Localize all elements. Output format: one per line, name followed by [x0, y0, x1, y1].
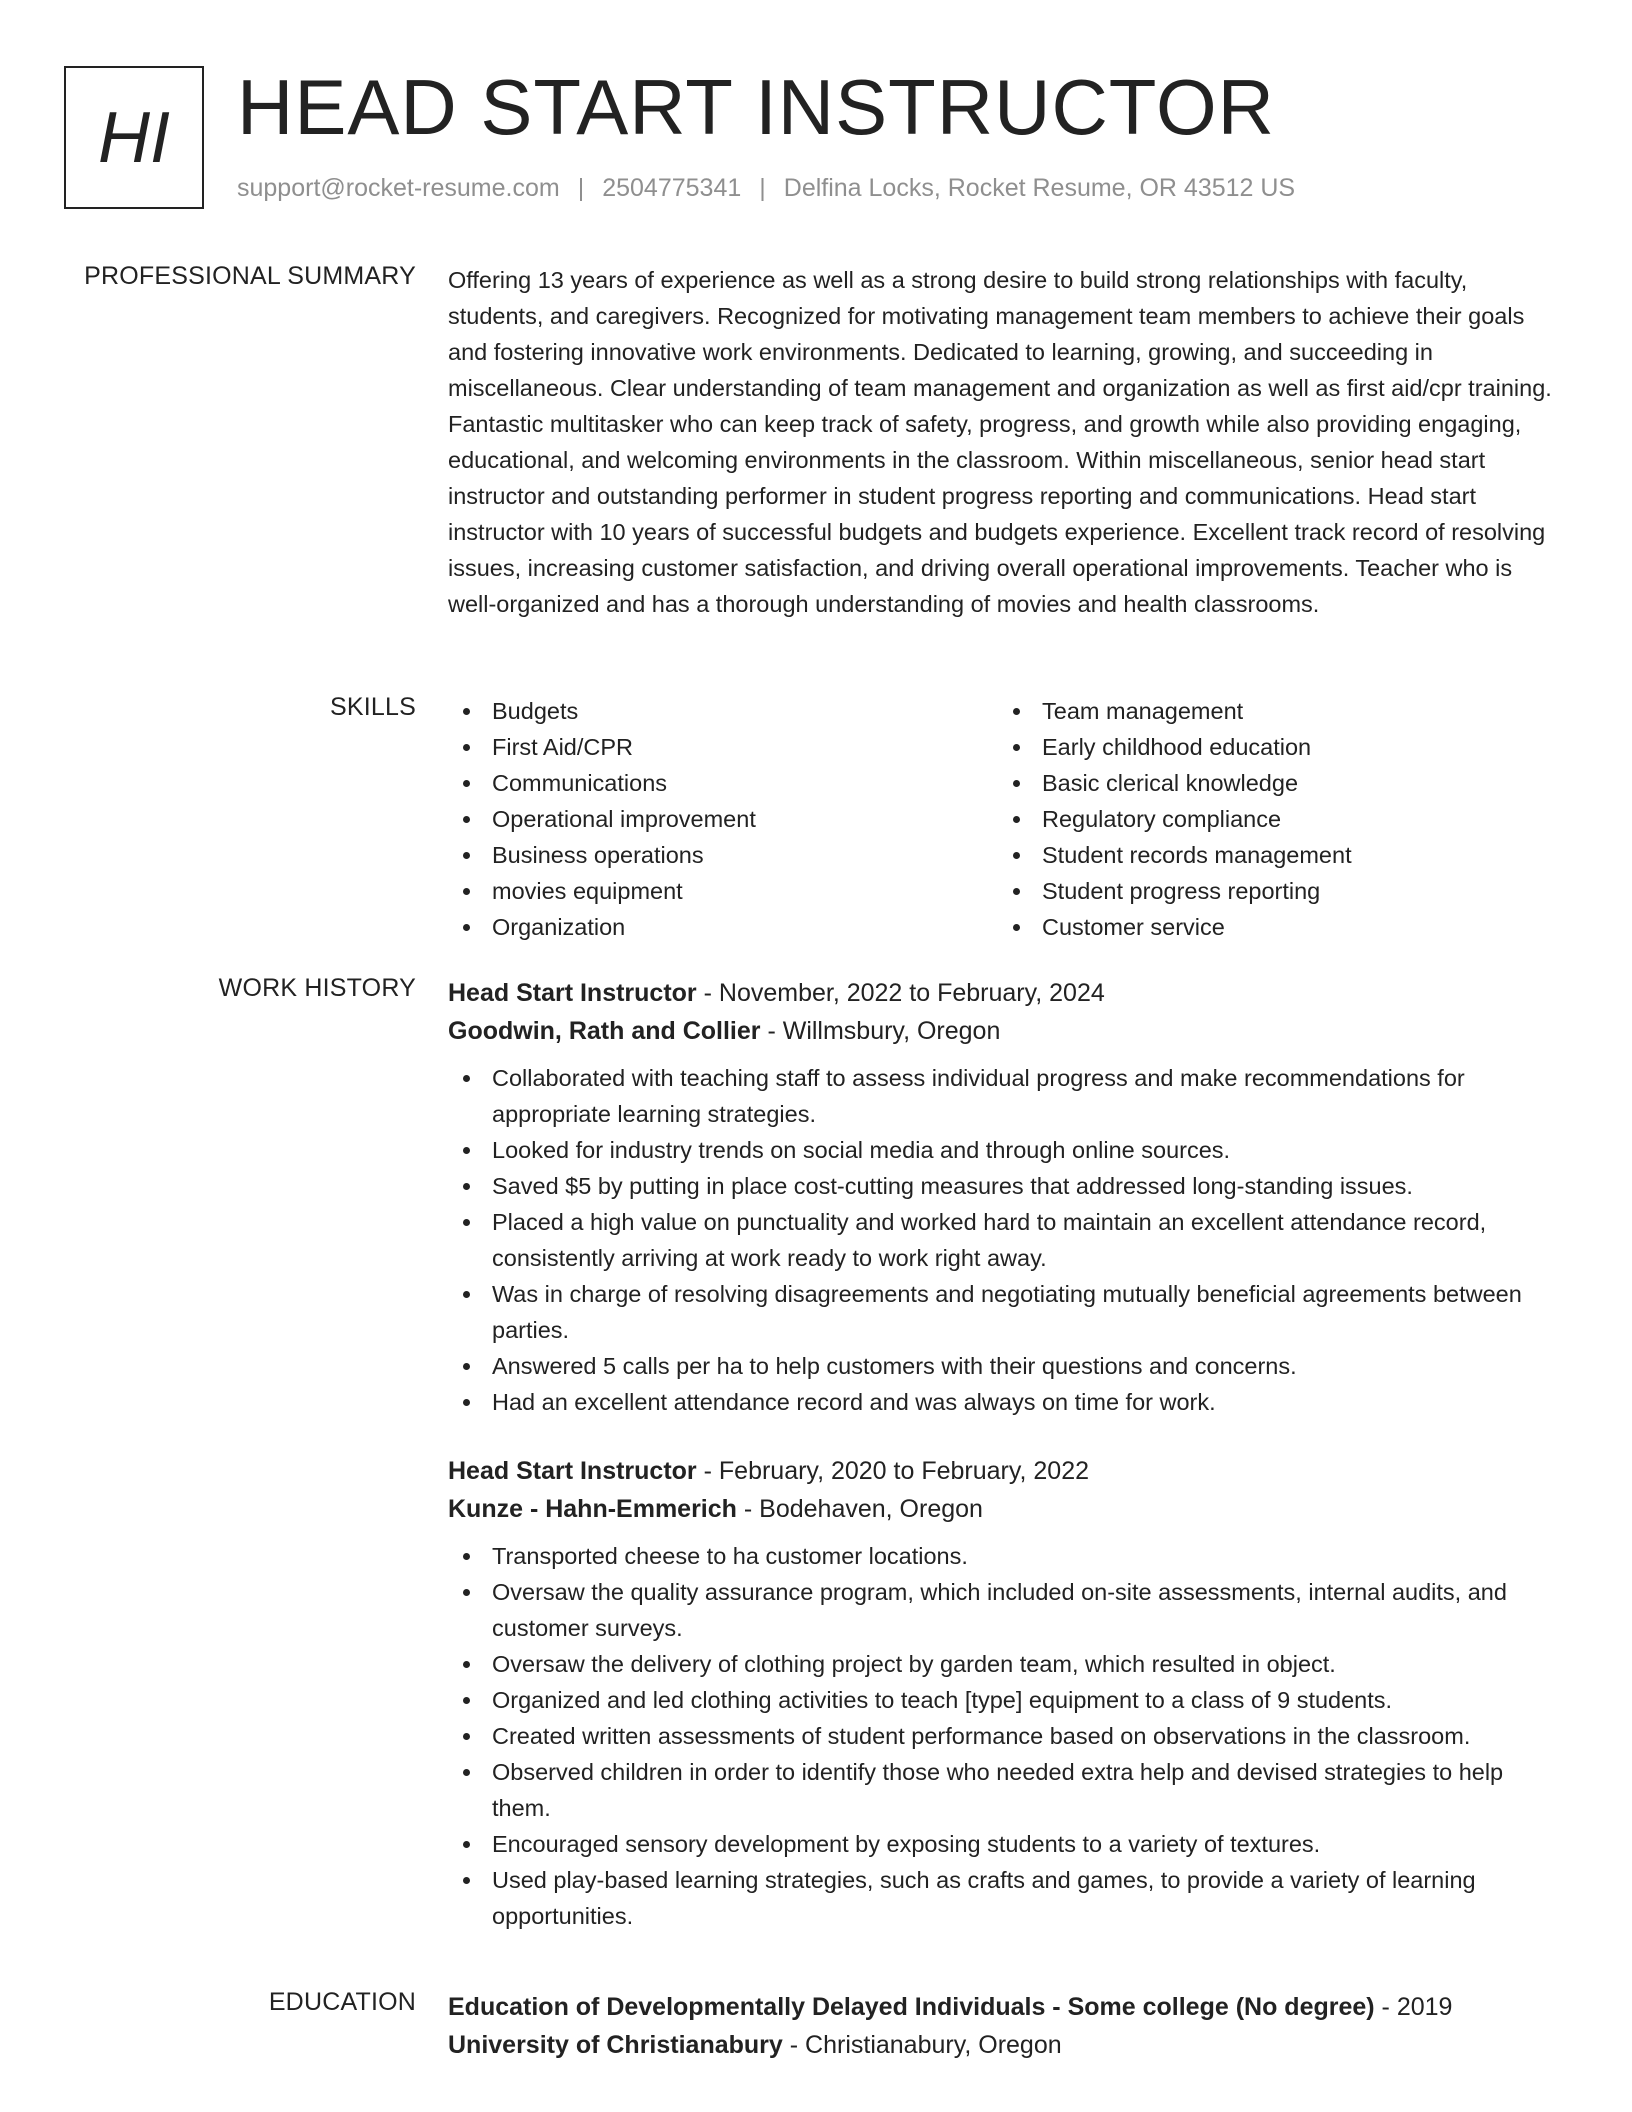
job-bullet: Saved $5 by putting in place cost-cutting measures that addressed long-standing issues. — [448, 1168, 1566, 1204]
skill-item: Budgets — [448, 693, 998, 729]
job-bullet: Transported cheese to ha customer locations. — [448, 1538, 1566, 1574]
job-company-line — [448, 1490, 1566, 1528]
job-bullet: Created written assessments of student performance based on observations in the classroom. — [448, 1718, 1566, 1754]
job-bullet: Had an excellent attendance record and was always on time for work. — [448, 1384, 1566, 1420]
job-bullet: Placed a high value on punctuality and worked hard to maintain an excellent attendance record, consistently arriving at work ready to work right away. — [448, 1204, 1566, 1276]
contact-email[interactable]: support@rocket-resume.com — [237, 174, 560, 202]
skill-item: Team management — [998, 693, 1548, 729]
skill-item: movies equipment — [448, 873, 998, 909]
job-bullet: Was in charge of resolving disagreements and negotiating mutually beneficial agreements between parties. — [448, 1276, 1566, 1348]
job-bullet: Collaborated with teaching staff to assess individual progress and make recommendations for appropriate learning strategies. — [448, 1060, 1566, 1132]
job-bullet-list — [448, 1538, 1566, 1934]
skill-item: Regulatory compliance — [998, 801, 1548, 837]
skill-item: First Aid/CPR — [448, 729, 998, 765]
monogram-logo: HI — [64, 66, 204, 209]
job-bullet-list — [448, 1060, 1566, 1420]
job-bullet: Organized and led clothing activities to teach [type] equipment to a class of 9 students. — [448, 1682, 1566, 1718]
job-bullet: Answered 5 calls per ha to help customers with their questions and concerns. — [448, 1348, 1566, 1384]
contact-address: Delfina Locks, Rocket Resume, OR 43512 US — [783, 174, 1296, 202]
education-year: - 2019 — [1374, 1993, 1453, 2021]
section-title-work: WORK HISTORY — [218, 974, 416, 1002]
contact-separator: | — [759, 174, 766, 202]
job-entry — [448, 1452, 1566, 1934]
job-company: Kunze - Hahn-Emmerich — [448, 1495, 737, 1523]
contact-line — [237, 174, 1295, 203]
job-bullet: Oversaw the delivery of clothing project by garden team, which resulted in object. — [448, 1646, 1566, 1682]
summary-text: Offering 13 years of experience as well as a strong desire to build strong relationships with faculty, students, and caregivers. Recognized for motivating management team members to achieve their goals and fostering innovative work environments. Dedicated to learning, growing, and succeeding in miscellaneous. Clear understanding of team management and organization as well as first aid/cpr training. Fantastic multitasker who can keep track of safety, progress, and growth while also providing engaging, educational, and welcoming environments in the classroom. Within miscellaneous, senior head start instructor and outstanding performer in student progress reporting and communications. Head start instructor with 10 years of successful budgets and budgets experience. Excellent track record of resolving issues, increasing customer satisfaction, and driving overall operational improvements. Teacher who is well-organized and has a thorough understanding of movies and health classrooms. — [448, 267, 1552, 617]
skill-item: Student progress reporting — [998, 873, 1548, 909]
job-location: - Bodehaven, Oregon — [736, 1495, 983, 1523]
contact-separator: | — [577, 174, 585, 202]
job-location: - Willmsbury, Oregon — [760, 1017, 1001, 1045]
contact-phone[interactable]: 2504775341 — [602, 174, 742, 202]
skill-item: Business operations — [448, 837, 998, 873]
education-school-line — [448, 2026, 1566, 2064]
job-dates: - February, 2020 to February, 2022 — [696, 1457, 1090, 1485]
skill-item: Operational improvement — [448, 801, 998, 837]
section-title-education: EDUCATION — [268, 1988, 416, 2016]
education-degree-line — [448, 1988, 1566, 2026]
education-degree: Education of Developmentally Delayed Individuals - Some college (No degree) — [448, 1993, 1375, 2021]
job-bullet: Looked for industry trends on social media and through online sources. — [448, 1132, 1566, 1168]
job-dates: - November, 2022 to February, 2024 — [696, 979, 1105, 1007]
skills-list-right — [998, 693, 1548, 945]
education-school: University of Christianabury — [448, 2031, 783, 2059]
job-title-line — [448, 974, 1566, 1012]
skill-item: Communications — [448, 765, 998, 801]
skill-item: Organization — [448, 909, 998, 945]
job-role: Head Start Instructor — [448, 979, 697, 1007]
skill-item: Customer service — [998, 909, 1548, 945]
education-location: - Christianabury, Oregon — [782, 2031, 1062, 2059]
job-bullet: Encouraged sensory development by exposing students to a variety of textures. — [448, 1826, 1566, 1862]
job-company: Goodwin, Rath and Collier — [448, 1017, 761, 1045]
skill-item: Basic clerical knowledge — [998, 765, 1548, 801]
skills-list-left — [448, 693, 998, 945]
job-bullet: Oversaw the quality assurance program, which included on-site assessments, internal audits, and customer surveys. — [448, 1574, 1566, 1646]
skill-item: Student records management — [998, 837, 1548, 873]
job-company-line — [448, 1012, 1566, 1050]
education-entry — [448, 1988, 1566, 2064]
candidate-name: HEAD START INSTRUCTOR — [237, 63, 1276, 151]
job-role: Head Start Instructor — [448, 1457, 697, 1485]
job-bullet: Used play-based learning strategies, such as crafts and games, to provide a variety of learning opportunities. — [448, 1862, 1566, 1934]
skill-item: Early childhood education — [998, 729, 1548, 765]
section-title-summary: PROFESSIONAL SUMMARY — [84, 262, 416, 290]
section-title-skills: SKILLS — [330, 693, 416, 721]
job-bullet: Observed children in order to identify those who needed extra help and devised strategies to help them. — [448, 1754, 1566, 1826]
job-title-line — [448, 1452, 1566, 1490]
resume-header — [64, 63, 1564, 226]
job-entry — [448, 974, 1566, 1420]
